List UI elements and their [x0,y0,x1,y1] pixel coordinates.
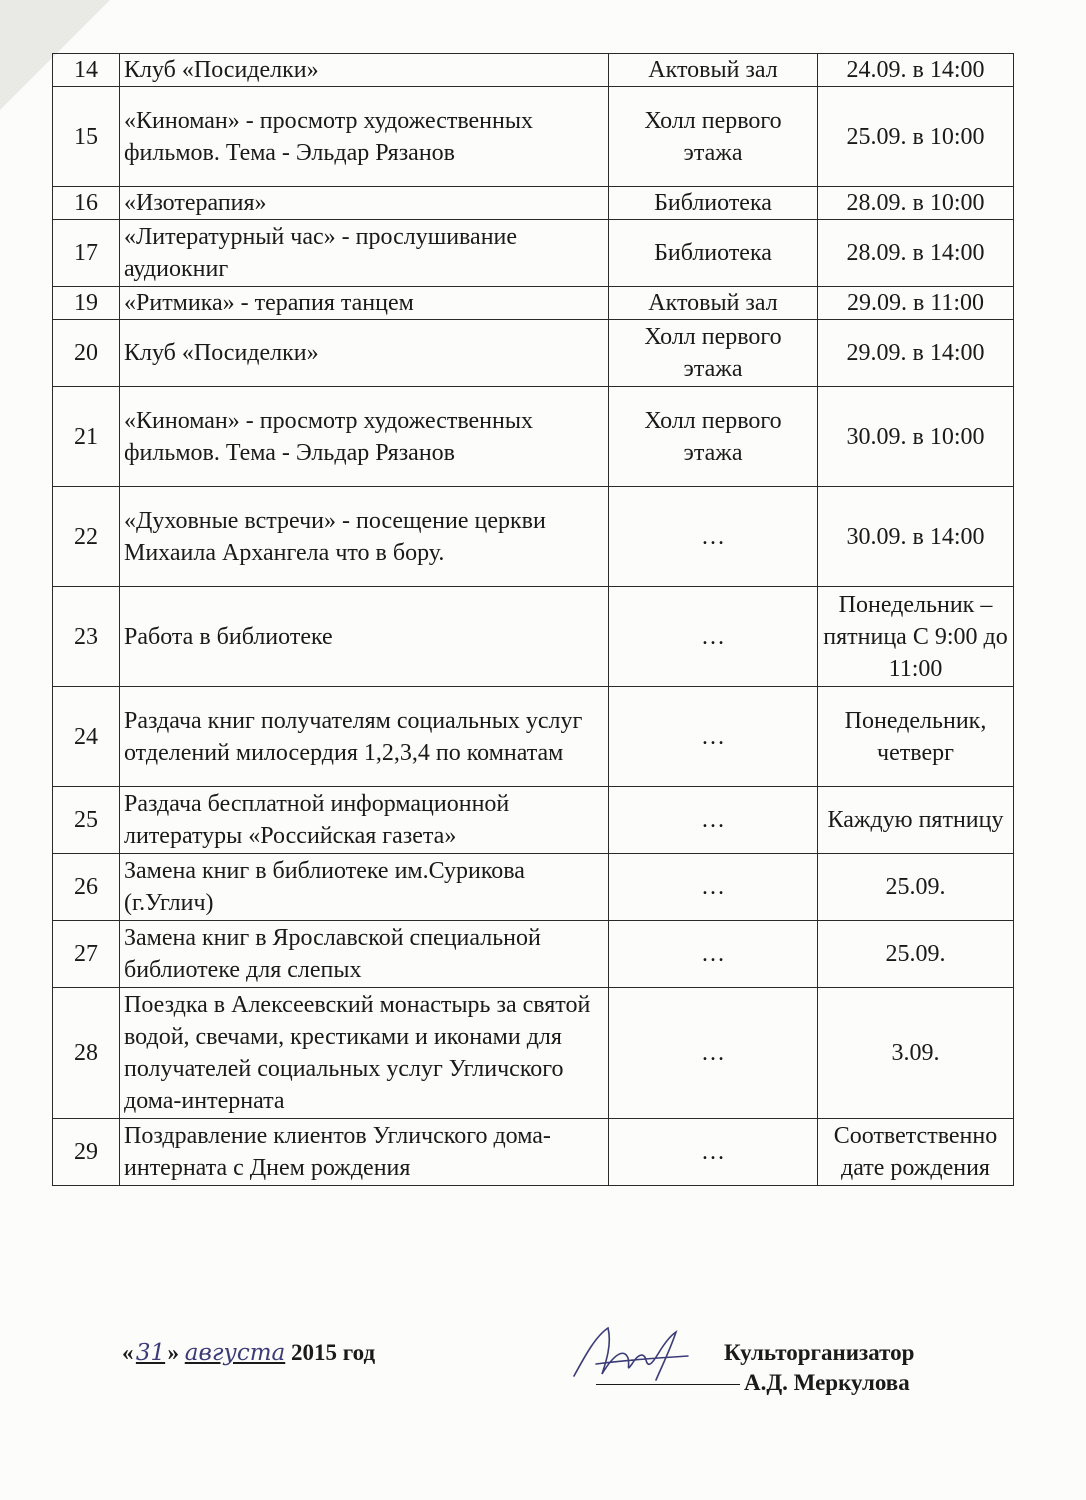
event-place: Холл первого этажа [609,387,818,487]
event-place: Библиотека [609,220,818,287]
event-title: Замена книг в Ярославской специальной библиотеке для слепых [120,921,609,988]
event-date: Соответственно дате рождения [818,1119,1014,1186]
event-date: 28.09. в 14:00 [818,220,1014,287]
event-title: Поездка в Алексеевский монастырь за святой водой, свечами, крестиками и иконами для получателей социальных услуг Угличского дома-интерната [120,988,609,1119]
event-title: Клуб «Посиделки» [120,54,609,87]
event-date: 24.09. в 14:00 [818,54,1014,87]
table-row [53,87,1014,187]
event-place: … [609,988,818,1119]
event-title: «Киноман» - просмотр художественных фильмов. Тема - Эльдар Рязанов [120,387,609,487]
event-date: 29.09. в 11:00 [818,287,1014,320]
event-date: 25.09. [818,921,1014,988]
row-number: 24 [53,687,120,787]
row-number: 27 [53,921,120,988]
event-place: Актовый зал [609,54,818,87]
event-place: … [609,487,818,587]
handwritten-day: 31 [135,1340,166,1366]
table-row [53,220,1014,287]
row-number: 19 [53,287,120,320]
table-row [53,854,1014,921]
signature-line [596,1358,740,1385]
event-title: «Киноман» - просмотр художественных фильмов. Тема - Эльдар Рязанов [120,87,609,187]
event-title: Работа в библиотеке [120,587,609,687]
table-row [53,54,1014,87]
event-place: … [609,587,818,687]
signer-name: А.Д. Меркулова [744,1370,910,1395]
row-number: 15 [53,87,120,187]
row-number: 21 [53,387,120,487]
event-place: Библиотека [609,187,818,220]
event-place: Актовый зал [609,287,818,320]
table-row [53,587,1014,687]
table-row [53,387,1014,487]
event-date: 25.09. в 10:00 [818,87,1014,187]
row-number: 28 [53,988,120,1119]
schedule-table [52,53,1014,1186]
event-place: Холл первого этажа [609,320,818,387]
event-date: Каждую пятницу [818,787,1014,854]
event-title: Раздача книг получателям социальных услуг отделений милосердия 1,2,3,4 по комнатам [120,687,609,787]
event-place: … [609,854,818,921]
table-row [53,687,1014,787]
table-row [53,787,1014,854]
event-date: 29.09. в 14:00 [818,320,1014,387]
event-date: Понедельник, четверг [818,687,1014,787]
event-place: Холл первого этажа [609,87,818,187]
event-date: 30.09. в 10:00 [818,387,1014,487]
row-number: 16 [53,187,120,220]
handwritten-month: августа [184,1340,286,1366]
row-number: 17 [53,220,120,287]
table-row [53,187,1014,220]
row-number: 22 [53,487,120,587]
quote-close: » [167,1340,179,1365]
table-row [53,287,1014,320]
event-title: «Ритмика» - терапия танцем [120,287,609,320]
row-number: 29 [53,1119,120,1186]
event-date: 25.09. [818,854,1014,921]
document-date [122,1340,375,1366]
event-title: «Духовные встречи» - посещение церкви Михаила Архангела что в бору. [120,487,609,587]
event-title: «Литературный час» - прослушивание аудиокниг [120,220,609,287]
event-place: … [609,1119,818,1186]
table-row [53,1119,1014,1186]
event-date: Понедельник – пятница С 9:00 до 11:00 [818,587,1014,687]
event-title: «Изотерапия» [120,187,609,220]
event-place: … [609,921,818,988]
event-place: … [609,787,818,854]
event-date: 3.09. [818,988,1014,1119]
table-row [53,921,1014,988]
event-date: 28.09. в 10:00 [818,187,1014,220]
row-number: 20 [53,320,120,387]
event-date: 30.09. в 14:00 [818,487,1014,587]
event-place: … [609,687,818,787]
event-title: Раздача бесплатной информационной литературы «Российская газета» [120,787,609,854]
event-title: Поздравление клиентов Угличского дома-интерната с Днем рождения [120,1119,609,1186]
table-row [53,487,1014,587]
row-number: 26 [53,854,120,921]
event-title: Клуб «Посиделки» [120,320,609,387]
quote-open: « [122,1340,134,1365]
table-row [53,988,1014,1119]
row-number: 25 [53,787,120,854]
year-text: 2015 год [291,1340,376,1365]
event-title: Замена книг в библиотеке им.Сурикова (г.Углич) [120,854,609,921]
row-number: 23 [53,587,120,687]
row-number: 14 [53,54,120,87]
signer-role: Культорганизатор [724,1340,915,1365]
table-row [53,320,1014,387]
